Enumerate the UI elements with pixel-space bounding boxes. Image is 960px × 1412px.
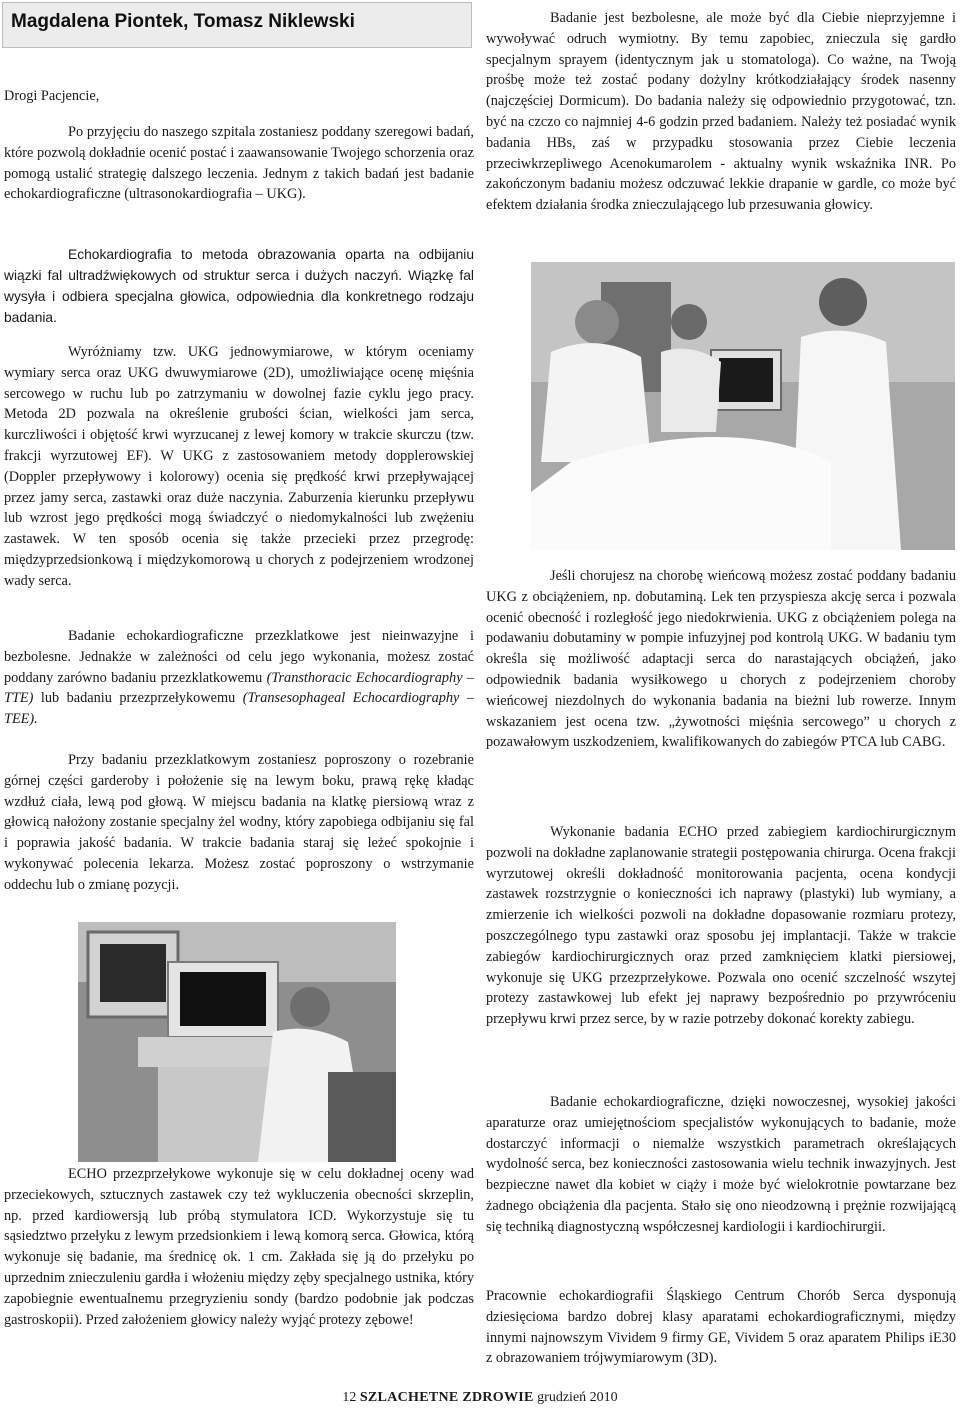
paragraph-definition: Echokardiografia to metoda obrazowania oparta na odbijaniu wiązki fal ultradźwiękowych od struktur serca i dużych naczyń. Wiązkę fal wysyła i odbiera specjalna głowica, odpowiednia dla konkretnego rodzaju badania. xyxy=(4,247,474,325)
paragraph-tte-procedure: Przy badaniu przezklatkowym zostaniesz poproszony o rozebranie górnej części garderoby i położenie się na lewym boku, prawą rękę kładąc wzdłuż ciała, lewą pod głową. W miejscu badania na klatkę piersiową wraz z głowicą nałożony zostanie specjalny żel wodny, który zapobiega odbijaniu się fal i poprawia jakość badania. W trakcie badania staraj się leżeć spokojnie i wykonywać polecenia lekarza. Możesz zostać poproszony o wstrzymanie oddechu lub o zmianę pozycji. xyxy=(4,752,474,893)
page-footer xyxy=(0,1390,960,1406)
paragraph-tte-tee xyxy=(4,626,474,730)
paragraph-stress-ukg: Jeśli chorujesz na chorobę wieńcową możesz zostać poddany badaniu UKG z obciążeniem, np. dobutaminą. Lek ten przyspiesza akcję serca i pozwala ocenić obecność i rozległość jego niedokrwienia. UKG z obciążeniem polega na podawaniu dobutaminy w pompie infuzyjnej pod kontrolą UKG. W badaniu tym określa się możliwość adaptacji serca do narastających obciążeń, jako odpowiednik badania wysiłkowego u chorych z podejrzeniem choroby wieńcowej niezdolnych do wykonania badania na bieżni lub rowerze. Innym wskazaniem jest ocena tzw. „żywotności mięśnia sercowego” u chorych z pozawałowym uszkodzeniem, kwalifikowanych do zabiegów PTCA lub CABG. xyxy=(486,568,956,751)
paragraph-tee: ECHO przezprzełykowe wykonuje się w celu dokładnej oceny wad przeciekowych, sztucznych zastawek czy też wykluczenia obecności skrzeplin, np. przed kardiowersją lub próbą stymulatora ICD. Wykorzystuje się tu sąsiedztwo przełyku z lewym przedsionkiem i lewą komorą serca. Głowica, którą wykonuje się badanie, ma średnicę ok. 1 cm. Zakłada się ją do przełyku po uprzednim znieczuleniu gardła i włożeniu między zęby specjalnego ustnika, który zapobiegnie ewentualnemu przegryzieniu sondy (bardzo podobnie jak podczas gastroskopii). Przed założeniem głowicy należy wyjąć protezy zębowe! xyxy=(4,1166,474,1328)
page-number: 12 xyxy=(342,1390,357,1405)
doctor-at-echo-machine-image xyxy=(78,922,396,1162)
magazine-name: SZLACHETNE ZDROWIE xyxy=(359,1390,534,1405)
echo-examination-image xyxy=(531,262,955,550)
tte-term: (Transthoracic Echocardiography – TTE) xyxy=(4,669,474,707)
issue-date: grudzień 2010 xyxy=(537,1390,618,1405)
paragraph-intro: Po przyjęciu do naszego szpitala zostaniesz poddany szeregowi badań, które pozwolą dokładnie ocenić postać i zaawansowanie Twojego schorzenia oraz pomogą ustalić strategię dalszego leczenia. Jednym z takich badań jest badanie echokardiograficzne (ultrasonokardiografia – UKG). xyxy=(4,124,474,203)
tee-term: (Transesophageal Echocardiography – TEE). xyxy=(4,690,474,728)
paragraph-tee-preparation: Badanie jest bezbolesne, ale może być dla Ciebie nieprzyjemne i wywoływać odruch wymiotny. By temu zapobiec, znieczula się gardło specjalnym sprayem (identycznym jak u stomatologa). Co ważne, na Twoją prośbę może też zostać podany dożylny krótkodziałający środek nasenny (najczęściej Dormicum). Do badania należy się odpowiednio przygotować, tzn. być na czczo co najmniej 4-6 godzin przed badaniem. Należy też posiadać wynik badania HBs, zaś w przypadku stosowania przez Ciebie leczenia przeciwkrzepliwego Acenokumarolem - aktualny wynik wskaźnika INR. Po zakończonym badaniu możesz odczuwać lekkie drapanie w gardle, co może być efektem działania środka znieczulającego lub przesuwania głowicy. xyxy=(486,10,956,214)
paragraph-types: Wyróżniamy tzw. UKG jednowymiarowe, w którym oceniamy wymiary serca oraz UKG dwuwymiarowe (2D), umożliwiające ocenę mięśnia sercowego w ruchu lub po zatrzymaniu w dowolnej fazie cyklu jego pracy. Metoda 2D pozwala na określenie grubości ścian, wielkości jam serca, kurczliwości i objętość krwi wyrzucanej z lewej komory w trakcie skurczu (tzw. frakcji wyrzutowej EF). W UKG z zastosowaniem metody dopplerowskiej (Doppler przepływowy i kolorowy) ocenia się prędkość krwi przepływającej przez jamy serca, zastawki oraz duże naczynia. Zaburzenia kierunku przepływu lub wzrost jego prędkości mogą świadczyć o niedomykalności lub zwężeniu zastawek. W ten sposób ocenia się także przecieki przez przegrodę: międzyprzedsionkową i międzykomorową u chorych z podejrzeniem wrodzonej wady serca. xyxy=(4,344,474,589)
greeting: Drogi Pacjencie, xyxy=(4,88,100,104)
tte-tee-text-1: Badanie echokardiograficzne przezklatkowe jest nieinwazyjne i bezbolesne. Jednakże w zależności od celu jego wykonania, możesz zostać poddany zarówno badaniu przezklatkowemu xyxy=(4,628,474,686)
photo-doctor-at-echo-machine xyxy=(78,922,396,1162)
paragraph-equipment: Pracownie echokardiografii Śląskiego Centrum Chorób Serca dysponują dziesięciома bardzo dobrej klasy aparatami echokardiograficznymi, między innymi najnowszym Vividem 9 firmy GE, Vividem 5 oraz aparatem Philips iE30 z obrazowaniem trójwymiarowym (3D). xyxy=(486,1288,956,1367)
tte-tee-text-2: lub badaniu przezprzełykowemu xyxy=(33,690,243,707)
paragraph-benefits: Badanie echokardiograficzne, dzięki nowoczesnej, wysokiej jakości aparaturze oraz umiejętnościom specjalistów wykonujących to badanie, może dostarczyć informacji o niemalże wszystkich parametrach określających wydolność serca, bez konieczności zastosowania wielu technik inwazyjnych. Jest bezpieczne nawet dla kobiet w ciąży i może być wielokrotnie powtarzane bez żadnego obciążenia dla pacjenta. Stało się ono nieodzowną i prężnie rozwijającą się techniką diagnostyczną współczesnej kardiologii i kardiochirurgii. xyxy=(486,1094,956,1235)
paragraph-cardiosurgery: Wykonanie badania ECHO przed zabiegiem kardiochirurgicznym pozwoli na dokładne zaplanowanie strategii postępowania chirurga. Ocena frakcji wyrzutowej określi dokładność monitorowania pacjenta, ocena kondycji zastawek rozstrzygnie o konieczności ich naprawy (plastyki) lub wymiany, a zmierzenie ich wielkości pozwoli na dokładne dopasowanie rozmiaru protezy, poszczególnego typu zastawki oraz sposobu jej implantacji. Także w trakcie zabiegów kardiochirurgicznych oraz przed zamknięciem klatki piersiowej, wykonuje się UKG przezprzełykowe. Pozwala ono ocenić szczelność wszytej protezy zastawkowej lub efekt jej naprawy bezpośrednio po przywróceniu przepływu krwi przez serce, by w razie potrzeby dokonać korekty zabiegu. xyxy=(486,824,956,1028)
article-header xyxy=(2,2,472,48)
photo-echo-examination xyxy=(531,262,955,550)
authors: Magdalena Piontek, Tomasz Niklewski xyxy=(11,11,355,32)
